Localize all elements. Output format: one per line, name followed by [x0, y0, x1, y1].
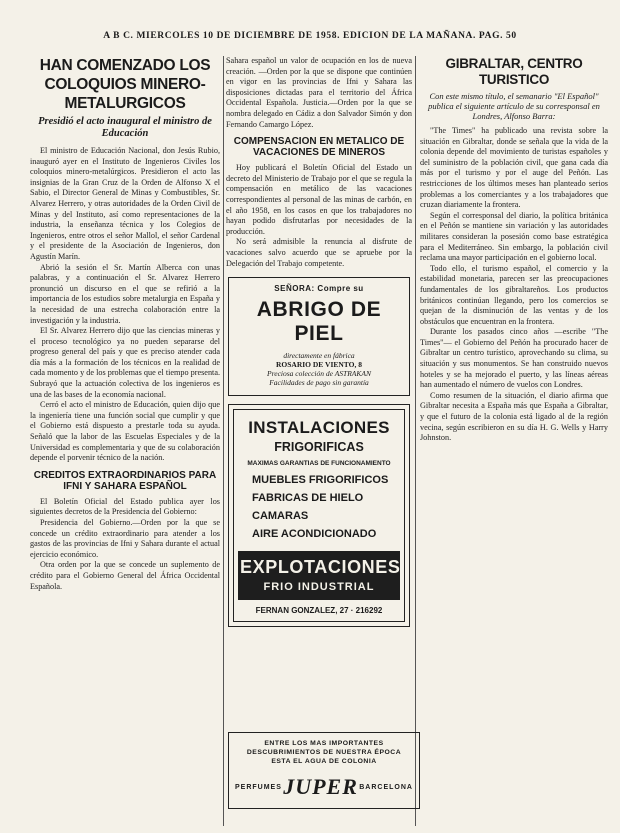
article-paragraph: Según el corresponsal del diario, la política británica en el Peñón se mantiene sin variación y las autoridades militares consideran la posesión como base estratégica para el Mediterráneo. Sin embargo, la población civil reclama una mayor participación en el gobierno local.	[420, 210, 608, 263]
ad-cologne-left: PERFUMES	[235, 783, 282, 791]
page-header: A B C. MIERCOLES 10 DE DICIEMBRE DE 1958. EDICION DE LA MAÑANA. PAG. 50	[103, 31, 517, 41]
ad-fridge-item: CAMARAS	[252, 510, 309, 523]
column-right	[420, 56, 608, 826]
article-paragraph: "The Times" ha publicado una revista sobre la situación en Gibraltar, donde se señala que la vida de la colonia depende del movimiento de turistas españoles y del suministro de la población civil, que gana cada día más por el turismo y por el auge del Peñón. Las restricciones de los últimos meses han planteado serios problemas a los comerciantes y a los trabajadores que cruzan diariamente la frontera.	[420, 126, 608, 210]
byline-gibraltar: Con este mismo título, el semanario "El Español" publica el siguiente artículo de su corresponsal en Londres, Alfonso Barra:	[428, 91, 600, 121]
ad-cologne-brand: JUPER	[283, 774, 358, 799]
ad-cologne-line: DESCUBRIMIENTOS DE NUESTRA ÉPOCA	[246, 749, 402, 756]
column-middle	[226, 56, 412, 826]
advertisement-fur-coat	[228, 277, 410, 396]
ad-fur-top: SEÑORA: Compre su	[274, 284, 364, 294]
column-left	[30, 56, 220, 826]
headline-coloquios: HAN COMENZADO LOS COLOQUIOS MINERO-METALURGICOS	[39, 57, 211, 112]
article-paragraph: Como resumen de la situación, el diario afirma que Gibraltar necesita a España más que España a Gibraltar, y que el futuro de la colonia está ligado al de la región vecina, según escribieron en su día H. G. Wells y Harry Johnston.	[420, 390, 608, 443]
article-paragraph: El Sr. Alvarez Herrero dijo que las ciencias mineras y el proceso tecnológico ya no pueden separarse del progreso general del país y que es preciso atender cada día más a la formación de los técnicos en la realidad de cada momento y de los problemas que el tiempo presenta. Subrayó que la actuación colectiva de los ingenieros es una de las bases de la economía nacional.	[30, 326, 220, 399]
article-paragraph: El Boletín Oficial del Estado publica ayer los siguientes decretos de la Presidencia del Gobierno:	[30, 496, 220, 517]
ad-fridge-brand-block	[238, 551, 400, 600]
headline-gibraltar: GIBRALTAR, CENTRO TURISTICO	[445, 56, 583, 87]
article-paragraph: Cerró el acto el ministro de Educación, quien dijo que la ingeniería tiene una función social que cumplir y que el Gobierno está dispuesto a prestarle toda su ayuda. Señaló que la labor de las Escuelas Especiales y de la Universidad es complementaria y que de su colaboración depende el porvenir técnico de la nación.	[30, 400, 220, 463]
ad-fur-title: ABRIGO DE PIEL	[256, 298, 382, 346]
ad-fur-line: Preciosa colección de ASTRAKAN	[267, 369, 371, 379]
column-rule	[415, 56, 416, 826]
ad-fur-address: ROSARIO DE VIENTO, 8	[276, 360, 362, 370]
column-rule	[223, 56, 224, 826]
ad-fridge-title: INSTALACIONES	[248, 418, 390, 438]
article-paragraph: No será admisible la renuncia al disfrute de vacaciones salvo acuerdo que se apruebe por la Delegación del Trabajo competente.	[226, 237, 412, 268]
ad-fridge-item: AIRE ACONDICIONADO	[252, 528, 377, 541]
ad-fur-line: Facilidades de pago sin garantía	[269, 378, 369, 388]
ad-cologne-line: ENTRE LOS MAS IMPORTANTES	[264, 740, 384, 747]
ad-fridge-brand: EXPLOTACIONES	[240, 557, 401, 578]
ad-fridge-address: FERNAN GONZALEZ, 27 · 216292	[255, 606, 383, 616]
ad-cologne-line: ESTA EL AGUA DE COLONIA	[271, 758, 377, 765]
article-paragraph: El ministro de Educación Nacional, don Jesús Rubio, inauguró ayer en el Instituto de Ingenieros Civiles los coloquios minero-metalúrgicos. Presidieron el acto las insignias de la Gran Cruz de la Orden de Alfonso X el Sabio, el Director General de Minas y Combustibles, Sr. Alvarez Herrero, y otras autoridades de la Orden Civil de Minas y del Instituto, así como representaciones de la industria, la enseñanza técnica y los Colegios de Ingenieros, entre otros el señor Mallol, el señor Cardenal y el presidente de la Asociación de Ingenieros, don Agustín Marín.	[30, 146, 220, 261]
article-paragraph: Todo ello, el turismo español, el comercio y la estabilidad monetaria, parecen ser las preocupaciones fundamentales de los gibraltareños. Los productos británicos continúan llegando, pero los comercios se quejan de la disminución de las ventas y de los obstáculos que encuentran en la frontera.	[420, 263, 608, 326]
ad-fridge-title2: FRIGORIFICAS	[274, 440, 364, 455]
article-paragraph: Otra orden por la que se concede un suplemento de crédito para el Gobierno General del África Occidental Española.	[30, 560, 220, 591]
article-paragraph: Durante los pasados cinco años —escribe "The Times"— el Gobierno del Peñón ha procurado hacer de Gibraltar un centro turístico, aprovechando su clima, su situación y sus monumentos. Se han construido nuevos hoteles y se ha mejorado el puerto, y las líneas aéreas han aumentado el número de vuelos con Londres.	[420, 327, 608, 390]
subheadline-coloquios: Presidió el acto inaugural el ministro de Educación	[38, 116, 212, 139]
article-paragraph: Hoy publicará el Boletín Oficial del Estado un decreto del Ministerio de Trabajo por el que se regula la compensación en metálico de las vacaciones correspondientes al personal de las minas de carbón, en el año 1958, en los casos en que los trabajadores no hayan podido disfrutarlas por necesidades de la producción.	[226, 163, 412, 236]
ad-fridge-note: MAXIMAS GARANTIAS DE FUNCIONAMIENTO	[247, 460, 391, 468]
advertisement-cologne	[228, 732, 420, 809]
headline-creditos: CREDITOS EXTRAORDINARIOS PARA IFNI Y SAHARA ESPAÑOL	[33, 469, 217, 492]
article-paragraph: Abrió la sesión el Sr. Martín Alberca con unas palabras, y a continuación el Sr. Alvarez Herrero pronunció un discurso en el que se refirió a la importancia de los estudios sobre metalurgia en España y la necesidad de una estrecha colaboración entre la investigación y la industria.	[30, 262, 220, 325]
ad-cologne-right: BARCELONA	[359, 783, 413, 791]
ad-fridge-item: MUEBLES FRIGORIFICOS	[252, 474, 389, 487]
ad-fur-line: directamente en fábrica	[283, 351, 355, 361]
advertisement-refrigeration	[228, 404, 410, 627]
ad-fridge-item: FABRICAS DE HIELO	[252, 492, 364, 505]
headline-compensacion: COMPENSACION EN METALICO DE VACACIONES DE MINEROS	[233, 136, 405, 159]
article-paragraph: Presidencia del Gobierno.—Orden por la que se concede un crédito extraordinario para atender a los gastos de las provincias de Ifni y Sahara durante el actual ejercicio económico.	[30, 518, 220, 559]
article-paragraph: Sahara español un valor de ocupación en los de nueva creación. —Orden por la que se dispone que continúen en vigor en las provincias de Ifni y Sahara las disposiciones dictadas para el territorio del África Occidental Española. Justicia.—Orden por la que se nombra delegado en Cádiz a don Salvador Simón y don Fernando Camargo López.	[226, 56, 412, 129]
ad-fridge-brand-sub: FRIO INDUSTRIAL	[263, 581, 375, 594]
